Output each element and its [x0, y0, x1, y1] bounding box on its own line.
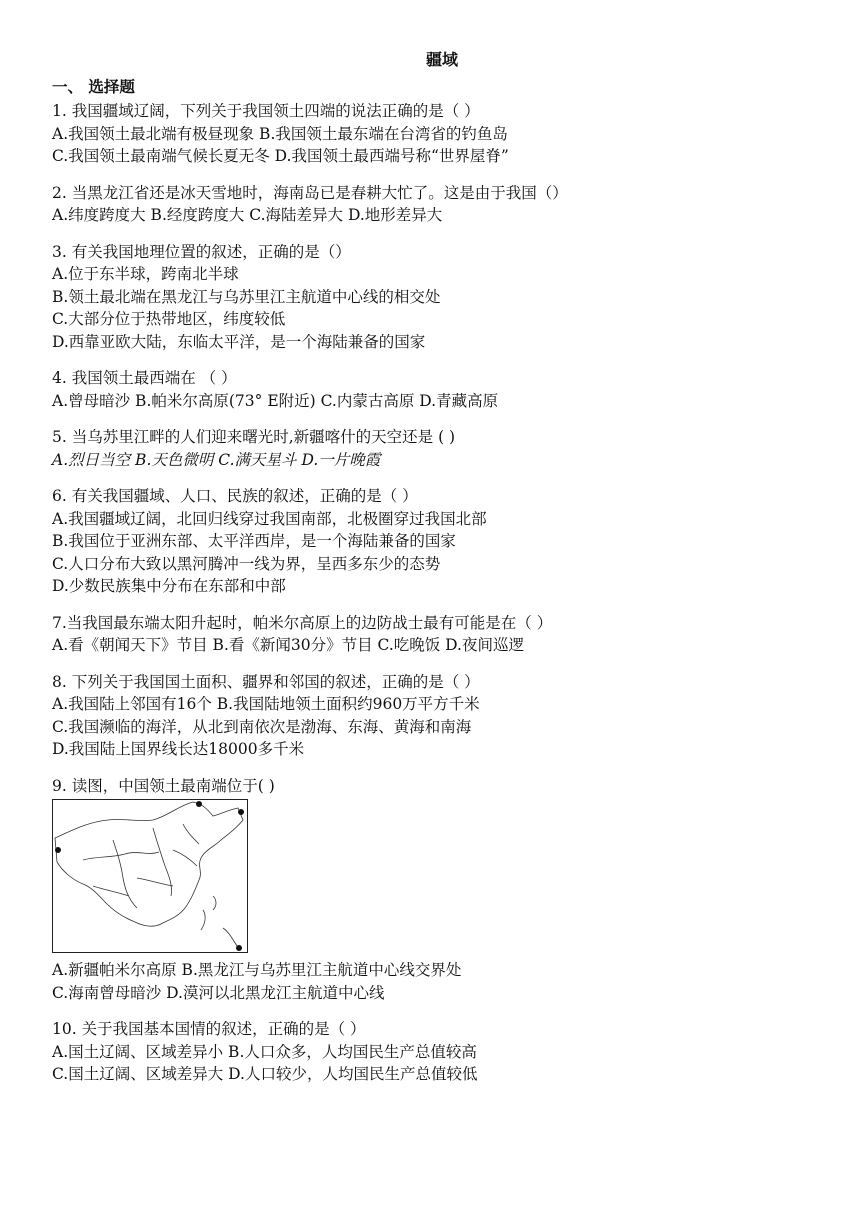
question-stem: 8. 下列关于我国国土面积、疆界和邻国的叙述，正确的是（ ）	[52, 672, 480, 691]
question-option: D.少数民族集中分布在东部和中部	[52, 577, 286, 595]
question-5	[52, 426, 832, 471]
question-stem: 4. 我国领土最西端在 （ ）	[52, 369, 237, 387]
question-2	[52, 182, 832, 227]
question-6	[52, 485, 832, 598]
question-stem: 5. 当乌苏里江畔的人们迎来曙光时,新疆喀什的天空还是 ( )	[52, 428, 456, 446]
question-stem: 9. 读图，中国领土最南端位于( )	[52, 776, 275, 795]
question-stem: 3. 有关我国地理位置的叙述，正确的是（）	[52, 242, 351, 261]
question-option: A.新疆帕米尔高原 B.黑龙江与乌苏里江主航道中心线交界处	[52, 961, 462, 979]
question-stem: 2. 当黑龙江省还是冰天雪地时，海南岛已是春耕大忙了。这是由于我国（）	[52, 183, 568, 202]
question-option: A.看《朝闻天下》节目 B.看《新闻30分》节目 C.吃晚饭 D.夜间巡逻	[52, 636, 524, 654]
question-8	[52, 671, 832, 761]
question-option: C.我国领土最南端气候长夏无冬 D.我国领土最西端号称“世界屋脊”	[52, 147, 509, 165]
question-option: A.国土辽阔、区域差异小 B.人口众多，人均国民生产总值较高	[52, 1042, 477, 1061]
question-option: A.曾母暗沙 B.帕米尔高原(73° E附近) C.内蒙古高原 D.青藏高原	[52, 391, 499, 410]
question-1	[52, 100, 832, 168]
question-option: D.我国陆上国界线长达18000多千米	[52, 740, 305, 758]
section-heading: 一、 选择题	[52, 77, 135, 96]
china-map-figure	[52, 799, 248, 953]
question-option: A.我国疆域辽阔，北回归线穿过我国南部，北极圈穿过我国北部	[52, 509, 487, 528]
question-option: A.烈日当空 B.天色微明 C.满天星斗 D.一片晚霞	[52, 450, 381, 469]
question-option: D.西靠亚欧大陆，东临太平洋，是一个海陆兼备的国家	[52, 332, 426, 351]
question-stem: 10. 关于我国基本国情的叙述，正确的是（ ）	[52, 1020, 366, 1038]
question-option: A.纬度跨度大 B.经度跨度大 C.海陆差异大 D.地形差异大	[52, 206, 443, 224]
question-option: C.我国濒临的海洋，从北到南依次是渤海、东海、黄海和南海	[52, 717, 472, 736]
question-option: C.人口分布大致以黑河腾冲一线为界，呈西多东少的态势	[52, 554, 441, 573]
question-stem: 1. 我国疆域辽阔，下列关于我国领土四端的说法正确的是（ ）	[52, 102, 480, 120]
question-option: C.国土辽阔、区域差异大 D.人口较少，人均国民生产总值较低	[52, 1065, 478, 1083]
question-9	[52, 775, 832, 1005]
question-option: C.海南曾母暗沙 D.漠河以北黑龙江主航道中心线	[52, 983, 385, 1002]
document-page	[52, 48, 832, 1100]
question-option: B.领土最北端在黑龙江与乌苏里江主航道中心线的相交处	[52, 287, 441, 306]
question-option: A.我国陆上邻国有16个 B.我国陆地领土面积约960万平方千米	[52, 695, 480, 713]
question-option: C.大部分位于热带地区，纬度较低	[52, 310, 286, 328]
question-stem: 6. 有关我国疆域、人口、民族的叙述，正确的是（ ）	[52, 487, 418, 505]
question-10	[52, 1018, 832, 1086]
question-option: A.我国领土最北端有极昼现象 B.我国领土最东端在台湾省的钓鱼岛	[52, 124, 508, 143]
question-stem: 7.当我国最东端太阳升起时，帕米尔高原上的边防战士最有可能是在（ ）	[52, 613, 553, 632]
question-option: B.我国位于亚洲东部、太平洋西岸，是一个海陆兼备的国家	[52, 532, 456, 550]
question-7	[52, 612, 832, 657]
china-outline-map	[53, 800, 247, 952]
question-4	[52, 367, 832, 412]
page-title: 疆域	[425, 50, 458, 69]
question-option: A.位于东半球，跨南北半球	[52, 265, 239, 283]
question-3	[52, 241, 832, 354]
